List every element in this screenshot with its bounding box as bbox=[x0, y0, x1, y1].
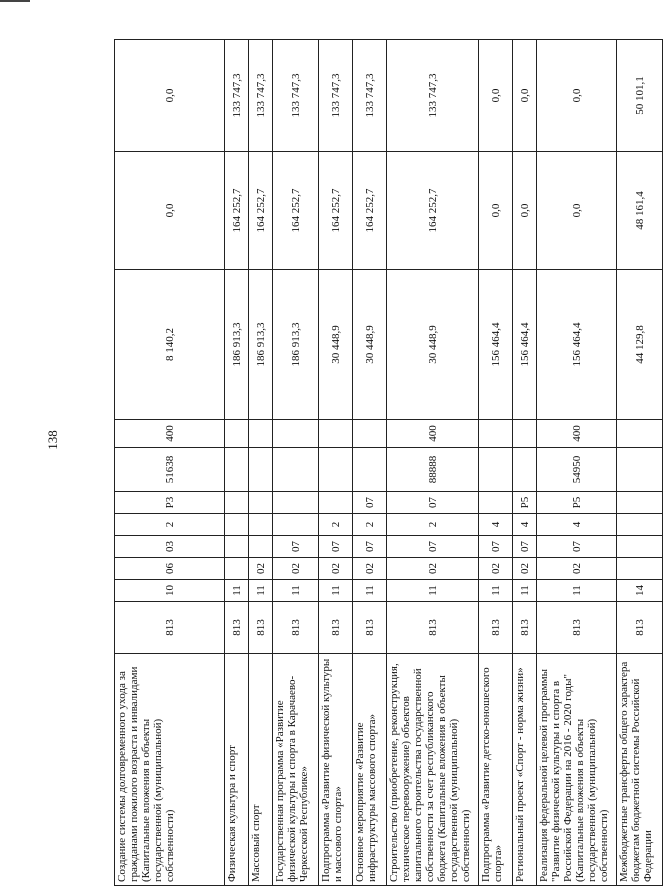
value-year1: 156 464,4 bbox=[537, 270, 617, 420]
expense-type-cell bbox=[319, 420, 353, 448]
value-year2: 0,0 bbox=[479, 152, 513, 270]
subsection-cell: 02 bbox=[353, 558, 387, 580]
event-cell bbox=[617, 492, 663, 514]
program-cell bbox=[225, 536, 249, 558]
section-cell: 11 bbox=[225, 580, 249, 602]
table-row bbox=[387, 40, 479, 886]
subsection-cell: 02 bbox=[319, 558, 353, 580]
subsection-cell: 06 bbox=[115, 558, 225, 580]
row-name: Реализация федеральной целевой программы "Развитие физической культуры и спорта в Российской Федерации на 2016 - 2020 годы" (Капитальные вложения в объекты государственной (муниципальной) собственности) bbox=[537, 654, 617, 886]
budget-table-container bbox=[114, 40, 654, 886]
table-row bbox=[537, 40, 617, 886]
direction-cell bbox=[617, 448, 663, 492]
value-year1: 186 913,3 bbox=[249, 270, 273, 420]
expense-type-cell bbox=[513, 420, 537, 448]
event-cell bbox=[273, 492, 319, 514]
direction-cell: 51638 bbox=[115, 448, 225, 492]
direction-cell bbox=[225, 448, 249, 492]
event-cell: P5 bbox=[537, 492, 617, 514]
row-name: Подпрограмма «Развитие физической культуры и массового спорта» bbox=[319, 654, 353, 886]
section-cell: 11 bbox=[513, 580, 537, 602]
event-cell bbox=[319, 492, 353, 514]
code-cell: 813 bbox=[387, 602, 479, 654]
section-cell: 14 bbox=[617, 580, 663, 602]
value-year3: 133 747,3 bbox=[319, 40, 353, 152]
direction-cell bbox=[513, 448, 537, 492]
value-year3: 133 747,3 bbox=[225, 40, 249, 152]
row-name: Подпрограмма «Развитие детско-юношеского спорта» bbox=[479, 654, 513, 886]
section-cell: 11 bbox=[479, 580, 513, 602]
row-name: Массовый спорт bbox=[249, 654, 273, 886]
subsection-cell bbox=[225, 558, 249, 580]
program-cell: 07 bbox=[273, 536, 319, 558]
section-cell: 11 bbox=[273, 580, 319, 602]
code-cell: 813 bbox=[249, 602, 273, 654]
code-cell: 813 bbox=[617, 602, 663, 654]
value-year1: 8 140,2 bbox=[115, 270, 225, 420]
row-name: Основное мероприятие «Развитие инфраструктуры массового спорта» bbox=[353, 654, 387, 886]
expense-type-cell bbox=[617, 420, 663, 448]
subprogram-cell: 4 bbox=[513, 514, 537, 536]
program-cell: 07 bbox=[479, 536, 513, 558]
subsection-cell: 02 bbox=[513, 558, 537, 580]
expense-type-cell bbox=[353, 420, 387, 448]
program-cell: 03 bbox=[115, 536, 225, 558]
program-cell bbox=[617, 536, 663, 558]
subprogram-cell bbox=[249, 514, 273, 536]
subprogram-cell bbox=[225, 514, 249, 536]
section-cell: 11 bbox=[353, 580, 387, 602]
value-year1: 44 129,8 bbox=[617, 270, 663, 420]
value-year3: 0,0 bbox=[115, 40, 225, 152]
value-year2: 164 252,7 bbox=[319, 152, 353, 270]
value-year3: 0,0 bbox=[537, 40, 617, 152]
code-cell: 813 bbox=[479, 602, 513, 654]
direction-cell: 88888 bbox=[387, 448, 479, 492]
direction-cell bbox=[249, 448, 273, 492]
table-row bbox=[617, 40, 663, 886]
event-cell: 07 bbox=[353, 492, 387, 514]
event-cell bbox=[225, 492, 249, 514]
value-year3: 50 101,1 bbox=[617, 40, 663, 152]
event-cell bbox=[479, 492, 513, 514]
row-name: Физическая культура и спорт bbox=[225, 654, 249, 886]
expense-type-cell bbox=[273, 420, 319, 448]
code-cell: 813 bbox=[537, 602, 617, 654]
value-year2: 164 252,7 bbox=[249, 152, 273, 270]
table-row bbox=[273, 40, 319, 886]
table-row bbox=[115, 40, 225, 886]
code-cell: 813 bbox=[115, 602, 225, 654]
subprogram-cell: 2 bbox=[387, 514, 479, 536]
row-name: Межбюджетные трансферты общего характера бюджетам бюджетной системы Российской Федерации bbox=[617, 654, 663, 886]
expense-type-cell: 400 bbox=[387, 420, 479, 448]
value-year1: 156 464,4 bbox=[479, 270, 513, 420]
value-year1: 30 448,9 bbox=[353, 270, 387, 420]
code-cell: 813 bbox=[353, 602, 387, 654]
value-year2: 164 252,7 bbox=[387, 152, 479, 270]
row-name: Государственная программа «Развитие физической культуры и спорта в Карачаево-Черкесской Республике» bbox=[273, 654, 319, 886]
expense-type-cell bbox=[249, 420, 273, 448]
row-name: Создание системы долговременного ухода за гражданами пожилого возраста и инвалидами (Капитальные вложения в объекты государственной (муниципальной) собственности) bbox=[115, 654, 225, 886]
page-number: 138 bbox=[45, 430, 60, 450]
row-name: Региональный проект «Спорт - норма жизни» bbox=[513, 654, 537, 886]
value-year1: 30 448,9 bbox=[319, 270, 353, 420]
table-row bbox=[319, 40, 353, 886]
value-year1: 156 464,4 bbox=[513, 270, 537, 420]
subsection-cell bbox=[617, 558, 663, 580]
value-year1: 30 448,9 bbox=[387, 270, 479, 420]
value-year2: 164 252,7 bbox=[353, 152, 387, 270]
code-cell: 813 bbox=[513, 602, 537, 654]
subprogram-cell: 4 bbox=[479, 514, 513, 536]
value-year1: 186 913,3 bbox=[273, 270, 319, 420]
direction-cell bbox=[273, 448, 319, 492]
section-cell: 11 bbox=[249, 580, 273, 602]
event-cell bbox=[249, 492, 273, 514]
section-cell: 11 bbox=[319, 580, 353, 602]
subsection-cell: 02 bbox=[273, 558, 319, 580]
value-year3: 133 747,3 bbox=[387, 40, 479, 152]
program-cell: 07 bbox=[387, 536, 479, 558]
direction-cell: 54950 bbox=[537, 448, 617, 492]
table-row bbox=[353, 40, 387, 886]
program-cell: 07 bbox=[513, 536, 537, 558]
subsection-cell: 02 bbox=[387, 558, 479, 580]
value-year2: 164 252,7 bbox=[273, 152, 319, 270]
table-row bbox=[249, 40, 273, 886]
expense-type-cell bbox=[225, 420, 249, 448]
value-year3: 0,0 bbox=[513, 40, 537, 152]
section-cell: 11 bbox=[387, 580, 479, 602]
subsection-cell: 02 bbox=[537, 558, 617, 580]
direction-cell bbox=[479, 448, 513, 492]
subprogram-cell: 2 bbox=[353, 514, 387, 536]
value-year2: 48 161,4 bbox=[617, 152, 663, 270]
value-year2: 0,0 bbox=[115, 152, 225, 270]
value-year3: 133 747,3 bbox=[273, 40, 319, 152]
program-cell: 07 bbox=[537, 536, 617, 558]
program-cell: 07 bbox=[319, 536, 353, 558]
program-cell: 07 bbox=[353, 536, 387, 558]
subprogram-cell bbox=[273, 514, 319, 536]
value-year2: 0,0 bbox=[513, 152, 537, 270]
value-year3: 0,0 bbox=[479, 40, 513, 152]
value-year2: 164 252,7 bbox=[225, 152, 249, 270]
direction-cell bbox=[319, 448, 353, 492]
scan-edge-mark bbox=[0, 0, 30, 2]
section-cell: 11 bbox=[537, 580, 617, 602]
value-year1: 186 913,3 bbox=[225, 270, 249, 420]
value-year2: 0,0 bbox=[537, 152, 617, 270]
row-name: Строительство (приобретение, реконструкция, техническое перевооружение) объектов капитального строительства государственной собственности за счет республиканского бюджета (Капитальные вложения в объекты государственной (муниципальной) собственности) bbox=[387, 654, 479, 886]
subsection-cell: 02 bbox=[249, 558, 273, 580]
direction-cell bbox=[353, 448, 387, 492]
event-cell: P5 bbox=[513, 492, 537, 514]
expense-type-cell: 400 bbox=[115, 420, 225, 448]
subprogram-cell: 2 bbox=[319, 514, 353, 536]
value-year3: 133 747,3 bbox=[353, 40, 387, 152]
budget-table bbox=[114, 39, 663, 886]
table-row bbox=[225, 40, 249, 886]
expense-type-cell bbox=[479, 420, 513, 448]
code-cell: 813 bbox=[225, 602, 249, 654]
table-row bbox=[479, 40, 513, 886]
event-cell: P3 bbox=[115, 492, 225, 514]
expense-type-cell: 400 bbox=[537, 420, 617, 448]
code-cell: 813 bbox=[273, 602, 319, 654]
code-cell: 813 bbox=[319, 602, 353, 654]
section-cell: 10 bbox=[115, 580, 225, 602]
table-row bbox=[513, 40, 537, 886]
subprogram-cell bbox=[617, 514, 663, 536]
value-year3: 133 747,3 bbox=[249, 40, 273, 152]
rotated-table-frame bbox=[114, 40, 654, 886]
program-cell bbox=[249, 536, 273, 558]
subprogram-cell: 2 bbox=[115, 514, 225, 536]
subsection-cell: 02 bbox=[479, 558, 513, 580]
subprogram-cell: 4 bbox=[537, 514, 617, 536]
event-cell: 07 bbox=[387, 492, 479, 514]
